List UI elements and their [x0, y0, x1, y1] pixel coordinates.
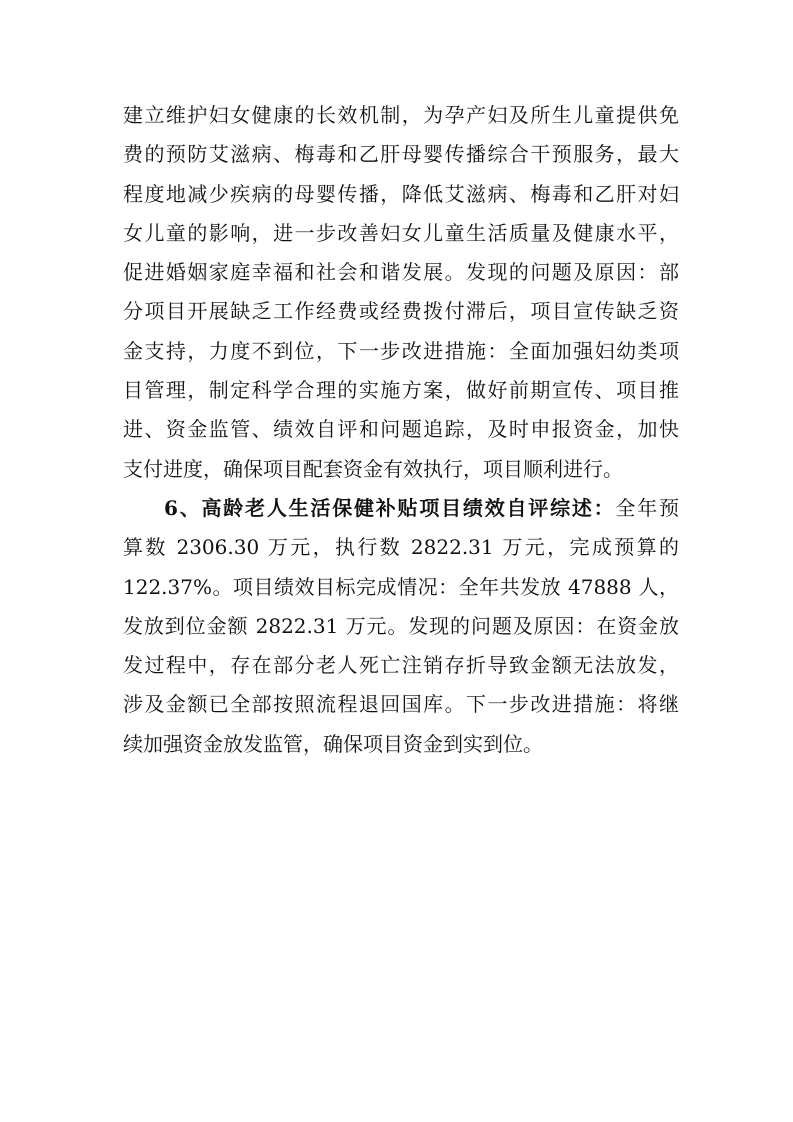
text-line: 支付进度，确保项目配套资金有效执行，项目顺利进行。: [123, 456, 623, 481]
text-line: 目管理，制定科学合理的实施方案，做好前期宣传、项目推: [123, 378, 679, 403]
text-line: 122.37%。项目绩效目标完成情况：全年共发放 47888 人，: [123, 574, 679, 599]
text-line: 费的预防艾滋病、梅毒和乙肝母婴传播综合干预服务，最大: [123, 142, 679, 167]
text-line: 发过程中，存在部分老人死亡注销存折导致金额无法放发，: [123, 653, 679, 678]
paragraph-maternal-health: [123, 96, 679, 489]
text-line: 分项目开展缺乏工作经费或经费拨付滞后，项目宣传缺乏资: [123, 299, 679, 324]
section-heading: 6、高龄老人生活保健补贴项目绩效自评综述：: [164, 495, 616, 520]
document-page: [123, 96, 679, 764]
text-line: 发放到位金额 2822.31 万元。发现的问题及原因：在资金放: [123, 613, 679, 638]
text-line: 续加强资金放发监管，确保项目资金到实到位。: [123, 731, 543, 756]
text-line: 算数 2306.30 万元，执行数 2822.31 万元，完成预算的: [123, 535, 679, 560]
heading-line-rest: 全年预: [615, 495, 679, 520]
text-line: 涉及金额已全部按照流程退回国库。下一步改进措施：将继: [123, 692, 679, 717]
text-line: 进、资金监管、绩效自评和问题追踪，及时申报资金，加快: [123, 417, 679, 442]
text-line: 促进婚姻家庭幸福和社会和谐发展。发现的问题及原因：部: [123, 260, 679, 285]
text-line: [123, 489, 679, 528]
text-line: 金支持，力度不到位，下一步改进措施：全面加强妇幼类项: [123, 338, 679, 363]
text-line: 建立维护妇女健康的长效机制，为孕产妇及所生儿童提供免: [123, 103, 679, 127]
text-line: 程度地减少疾病的母婴传播，降低艾滋病、梅毒和乙肝对妇: [123, 181, 679, 206]
text-line: 女儿童的影响，进一步改善妇女儿童生活质量及健康水平，: [123, 220, 679, 245]
paragraph-elderly-subsidy: [123, 489, 679, 764]
